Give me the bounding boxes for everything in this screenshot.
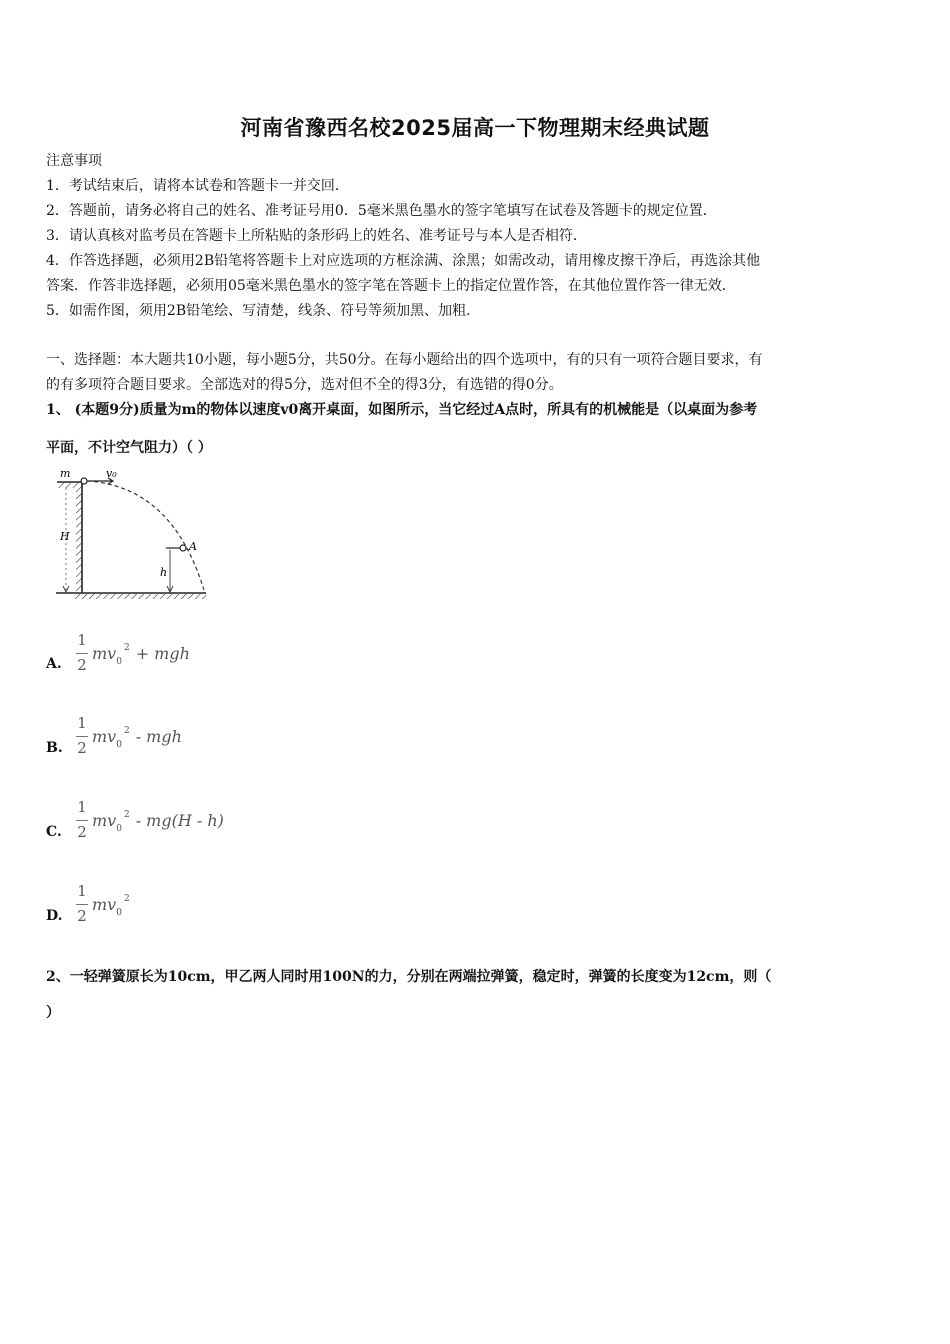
notice-item: 2．答题前，请务必将自己的姓名、准考证号用0．5毫米黑色墨水的签字笔填写在试卷及答题卡的规定位置． [46, 203, 717, 219]
projectile-figure [52, 466, 212, 606]
label-H: H [60, 530, 70, 543]
label-h: h [160, 566, 168, 579]
point-a-icon [180, 545, 186, 551]
label-v0: v₀ [106, 467, 117, 480]
notice-item: 答案．作答非选择题，必须用05毫米黑色墨水的签字笔在答题卡上的指定位置作答，在其他位置作答一律无效． [46, 278, 736, 294]
page-title: 河南省豫西名校2025届高一下物理期末经典试题 [240, 116, 710, 140]
section-instructions: 一、选择题：本大题共10小题，每小题5分，共50分。在每小题给出的四个选项中，有的只有一项符合题目要求，有 [46, 352, 763, 368]
notice-item: 1．考试结束后，请将本试卷和答题卡一并交回． [46, 178, 349, 194]
question-2-stem: ） [46, 1005, 60, 1021]
exam-page: 河南省豫西名校2025届高一下物理期末经典试题 注意事项 1．考试结束后，请将本试卷和答题卡一并交回． 2．答题前，请务必将自己的姓名、准考证号用0．5毫米黑色墨水的签字笔填写在试卷及答题卡的规定位置． 3．请认真核对监考员在答题卡上所粘贴的条形码上的姓名、准考证号与本人是否相符． 4．作答选择题，必须用2B铅笔将答题卡上对应选项的方框涂满、涂黑；如需改动，请用橡皮擦干净后，再选涂其他 答案．作答非选择题，必须用05毫米黑色墨水的签字笔在答题卡上的指定位置作答，在其他位置作答一律无效． 5．如需作图，须用2B铅笔绘、写清楚，线条、符号等须加黑、加粗． 一、选择题：本大题共10小题，每小题5分，共50分。在每小题给出的四个选项中，有的只有一项符合题目要求，有 的有多项符合题目要求。全部选对的得5分，选对但不全的得3分，有选错的得0分。 1、 (本题9分)质量为m的物体以速度v0离开桌面，如图所示，当它经过A点时，所具有的机械能是（以桌面为参考 平面，不计空气阻力）（ ） m v₀ H h A A. 1 2 $mv_0^2$ + mgh B. 1 2 $mv_0^2$ - mgh C. 1 2 $mv_0^2 - mg(H - h)$ D. 1 2 $mv_0^2$ 2、一轻弹簧原长为10cm，甲乙两人同时用100N的力，分别在两端拉弹簧，稳定时，弹簧的长度变为12cm，则（ ） [0, 0, 950, 1344]
notice-item: 4．作答选择题，必须用2B铅笔将答题卡上对应选项的方框涂满、涂黑；如需改动，请用橡皮擦干净后，再选涂其他 [46, 253, 761, 269]
question-1-stem: 1、 (本题9分)质量为m的物体以速度v0离开桌面，如图所示，当它经过A点时，所具有的机械能是（以桌面为参考 [46, 402, 758, 418]
question-1-stem: 平面，不计空气阻力）（ ） [46, 440, 212, 456]
label-m: m [60, 467, 71, 480]
notice-item: 3．请认真核对监考员在答题卡上所粘贴的条形码上的姓名、准考证号与本人是否相符． [46, 228, 587, 244]
option-d-letter: D. [46, 908, 63, 924]
notice-item: 5．如需作图，须用2B铅笔绘、写清楚，线条、符号等须加黑、加粗． [46, 303, 481, 319]
label-A: A [189, 540, 197, 553]
ball-icon [81, 478, 87, 484]
trajectory-path [87, 481, 204, 590]
option-b-letter: B. [46, 740, 63, 756]
notice-heading: 注意事项 [46, 153, 102, 169]
section-instructions: 的有多项符合题目要求。全部选对的得5分，选对但不全的得3分，有选错的得0分。 [46, 377, 563, 393]
question-2-stem: 2、一轻弹簧原长为10cm，甲乙两人同时用100N的力，分别在两端拉弹簧，稳定时，弹簧的长度变为12cm，则（ [46, 969, 772, 985]
option-a-letter: A. [46, 656, 62, 672]
option-c-letter: C. [46, 824, 62, 840]
